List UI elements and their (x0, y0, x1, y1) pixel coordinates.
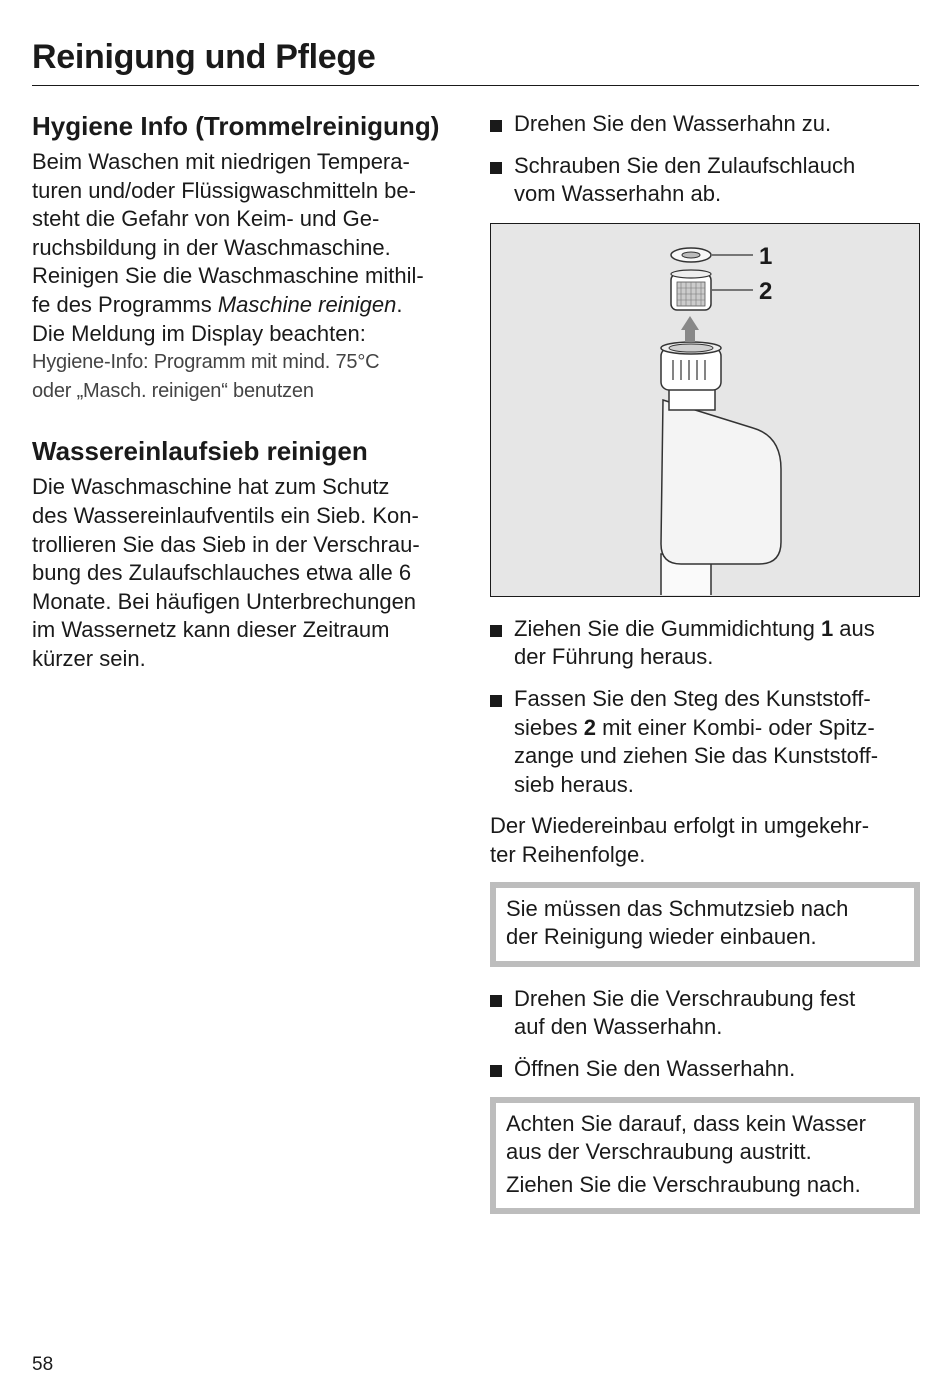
step-text: Schrauben Sie den Zulaufschlauch (514, 152, 856, 178)
step-text: siebes (514, 714, 584, 740)
step-text: zange und ziehen Sie das Kunststoff- (514, 743, 879, 769)
bullet-square-icon (490, 162, 502, 174)
note-box-leak: Achten Sie darauf, dass kein Wasser aus der Verschraubung austritt. Ziehen Sie die Verschraubung nach. (490, 1097, 920, 1215)
steps-top (490, 110, 920, 209)
step-text: auf den Wasserhahn. (514, 1014, 723, 1040)
bullet-square-icon (490, 625, 502, 637)
sieve-line: Die Waschmaschine hat zum Schutz (32, 474, 390, 500)
step-text: Öffnen Sie den Wasserhahn. (514, 1055, 796, 1081)
step-item (490, 1055, 920, 1084)
sieve-line: trollieren Sie das Sieb in der Verschrau- (32, 531, 420, 557)
step-item (490, 985, 920, 1042)
hygiene-line: Beim Waschen mit niedrigen Tempera- (32, 149, 410, 174)
display-line: Hygiene-Info: Programm mit mind. 75°C (32, 351, 380, 374)
hygiene-body (32, 148, 464, 348)
sieve-line: Monate. Bei häufigen Unterbrechungen (32, 588, 417, 614)
display-message (32, 348, 464, 405)
callout-label-2: 2 (759, 277, 773, 305)
program-suffix: . (396, 291, 403, 317)
hygiene-line: Reinigen Sie die Waschmaschine mithil- (32, 263, 424, 289)
page-number: 58 (32, 1354, 54, 1375)
step-text: vom Wasserhahn ab. (514, 181, 722, 207)
step-text: Drehen Sie die Verschraubung fest (514, 985, 856, 1011)
step-text: aus (833, 615, 875, 641)
steps-bottom (490, 985, 920, 1084)
sieve-line: des Wassereinlaufventils ein Sieb. Kon- (32, 502, 419, 528)
bullet-square-icon (490, 1065, 502, 1077)
step-text: Ziehen Sie die Gummidichtung (514, 615, 821, 641)
section-heading-hygiene: Hygiene Info (Trommelreinigung) (32, 111, 440, 141)
program-name: Maschine reinigen (217, 291, 397, 317)
step-text: mit einer Kombi- oder Spitz- (595, 714, 875, 740)
sieve-line: kürzer sein. (32, 645, 146, 671)
step-item (490, 685, 920, 799)
step-item (490, 152, 920, 209)
hygiene-line: steht die Gefahr von Keim- und Ge- (32, 206, 380, 232)
reassembly-text: Der Wiedereinbau erfolgt in umgekehr- ter Reihenfolge. (490, 813, 870, 867)
step-ref-number: 1 (820, 615, 834, 641)
step-text: sieb heraus. (514, 771, 634, 797)
step-text: Drehen Sie den Wasserhahn zu. (514, 111, 832, 136)
sieve-line: im Wassernetz kann dieser Zeitraum (32, 617, 390, 643)
hose-connector-drawing (491, 224, 918, 595)
step-text: der Führung heraus. (514, 644, 714, 670)
display-line: oder „Masch. reinigen“ benutzen (32, 379, 314, 402)
display-note: Die Meldung im Display beachten: (32, 320, 366, 346)
sieve-illustration (490, 223, 920, 597)
hygiene-line: turen und/oder Flüssigwaschmitteln be- (32, 177, 416, 203)
callout-label-1: 1 (759, 242, 773, 270)
step-text: Fassen Sie den Steg des Kunststoff- (514, 685, 871, 711)
sieve-body (32, 473, 464, 673)
left-column (32, 110, 464, 674)
page-title: Reinigung und Pflege (32, 38, 376, 76)
program-prefix: fe des Programms (32, 291, 218, 317)
bullet-square-icon (490, 995, 502, 1007)
right-column (490, 110, 920, 1232)
bullet-square-icon (490, 695, 502, 707)
steps-middle (490, 615, 920, 800)
hygiene-line: ruchsbildung in der Waschmaschine. (32, 234, 391, 260)
step-item (490, 615, 920, 672)
bullet-square-icon (490, 120, 502, 132)
step-item (490, 110, 920, 139)
title-rule (32, 85, 919, 86)
step-ref-number: 2 (583, 714, 596, 740)
sieve-line: bung des Zulaufschlauches etwa alle 6 (32, 560, 412, 586)
note-extra: Ziehen Sie die Verschraubung nach. (506, 1171, 861, 1197)
section-heading-sieve: Wassereinlaufsieb reinigen (32, 436, 368, 467)
note-box-reinstall: Sie müssen das Schmutzsieb nach der Reinigung wieder einbauen. (490, 882, 920, 967)
